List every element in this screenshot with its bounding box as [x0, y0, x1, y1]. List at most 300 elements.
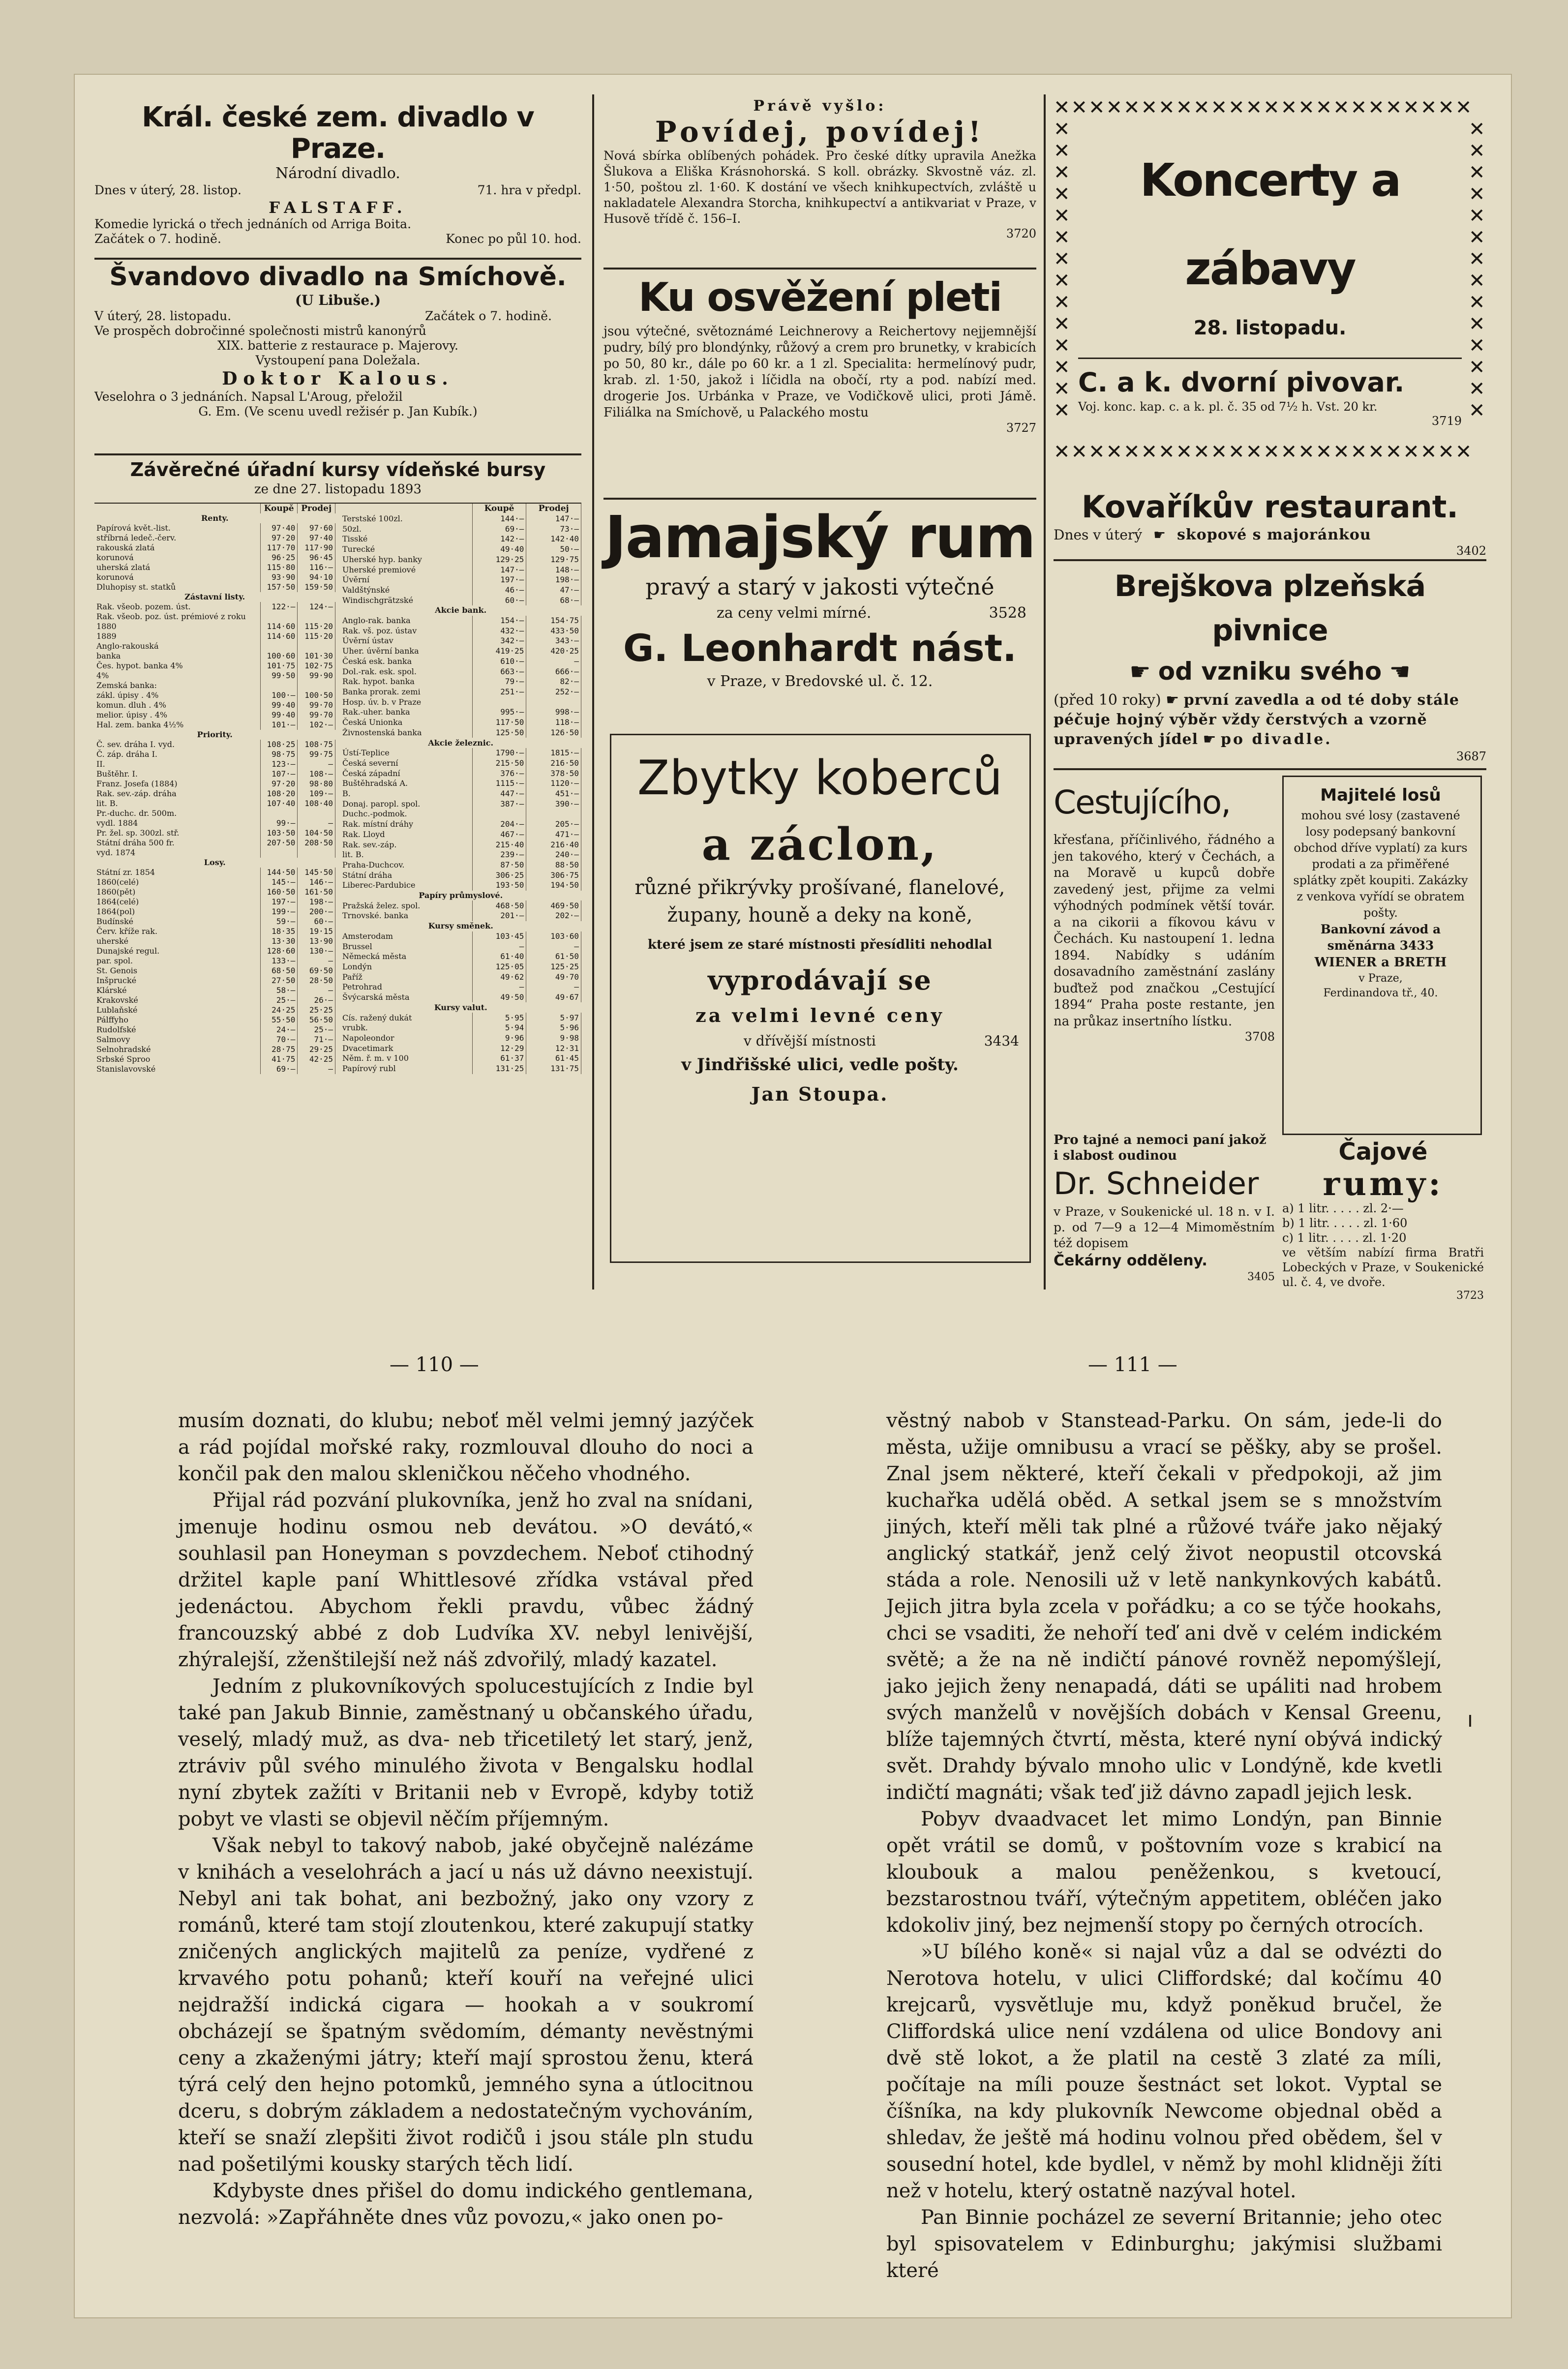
povidej-title: Povídej, povídej!: [655, 115, 985, 149]
table-cell-name: Rak. Lloyd: [340, 830, 472, 840]
table-cell-sell: 29·25: [298, 1045, 335, 1054]
theatre-subtitle: Národní divadlo.: [275, 165, 400, 182]
table-header-cell: [340, 504, 472, 514]
theatre-description: Komedie lyrická o třech jednáních od Arriga Boita.: [94, 217, 412, 231]
table-cell-name: B.: [340, 789, 472, 799]
table-row: [340, 962, 581, 972]
table-cell-sell: 25·—: [298, 1025, 335, 1035]
table-row: [340, 666, 581, 677]
table-cell-sell: 25·25: [298, 1005, 335, 1015]
kovarik-number: 3402: [1456, 544, 1486, 558]
table-cell-buy: 93·90: [260, 572, 297, 582]
table-row: [94, 1005, 335, 1015]
table-row: [94, 1054, 335, 1064]
table-cell-sell: [526, 809, 581, 819]
table-cell-sell: 154·75: [526, 616, 581, 626]
cestujici-number: 3708: [1244, 1030, 1275, 1044]
table-cell-sell: [298, 681, 335, 690]
table-cell-name: 4%: [94, 671, 260, 681]
table-cell-buy: 147·—: [472, 565, 526, 575]
table-cell-buy: 207·50: [260, 838, 297, 848]
table-cell-sell: —: [526, 657, 581, 667]
table-cell-name: Duchc.-podmok.: [340, 809, 472, 819]
table-cell-name: Č. záp. dráha I.: [94, 750, 260, 759]
table-cell-sell: 125·25: [526, 962, 581, 972]
table-cell-name: Buštěhr. I.: [94, 769, 260, 779]
table-cell-buy: 18·35: [260, 927, 297, 936]
table-cell-name: Ústí-Teplice: [340, 748, 472, 758]
table-cell-name: vrubk.: [340, 1023, 472, 1033]
table-cell-sell: 104·50: [298, 828, 335, 838]
table-cell-buy: 117·50: [472, 718, 526, 728]
table-cell-buy: [260, 681, 297, 690]
table-row: [94, 799, 335, 809]
table-cell-sell: 131·75: [526, 1064, 581, 1074]
table-row: [340, 860, 581, 870]
table-row: [340, 555, 581, 565]
table-cell-name: Valdštýnské: [340, 585, 472, 596]
table-cell-buy: 131·25: [472, 1064, 526, 1074]
table-section-heading: Losy.: [204, 858, 226, 867]
table-cell-buy: 49·50: [472, 992, 526, 1003]
table-row: [340, 931, 581, 942]
table-row: [340, 809, 581, 819]
table-cell-name: Německá města: [340, 952, 472, 962]
svandovo-start: Začátek o 7. hodině.: [425, 309, 552, 323]
table-cell-buy: 25·—: [260, 995, 297, 1005]
table-cell-name: Paříž: [340, 972, 472, 982]
table-row: [340, 900, 581, 911]
table-cell-buy: 101·—: [260, 720, 297, 730]
paragraph: Však nebyl to takový nabob, jaké obyčejně nalézáme v knihách a veselohrách a jací u nás už dávno neexistují. Nebyl ani tak bohat, ani bezbožný, jako ony vzory z románů, které tam stojí zloutenkou, které zakupují statky zničených anglických majitelů za peníze, vydřené z krvavého potu pohanů; kteří kouří na veřejné ulici nejdražší indická cigara — hookah a v soukromí obcházejí se špatným svědomím, démanty nevěstnými ceny a zkaženými játry; kteří mají sprostou ženu, která týrá celý den hejno potomků, jemného syna a útlocitnou dceru, s dobrým základem a nedostatečným vychováním, kteří se snaží zlepšiti život rodičů i jsou stále pln studu nad pošetilými kousky starých těch lidí.: [178, 1834, 754, 2176]
table-cell-buy: 101·75: [260, 661, 297, 671]
table-cell-name: Uherské hyp. banky: [340, 555, 472, 565]
svandovo-line1: Ve prospěch dobročinné společnosti mistrů kanonýrů: [94, 324, 426, 338]
table-cell-sell: 115·20: [298, 622, 335, 631]
table-cell-name: Rak. všeob. pozem. úst.: [94, 602, 260, 612]
table-cell-buy: 108·25: [260, 740, 297, 750]
table-cell-name: Stanislavovské: [94, 1064, 260, 1074]
table-row: [340, 1043, 581, 1053]
table-row: [94, 750, 335, 759]
table-cell-buy: 99·40: [260, 700, 297, 710]
table-cell-buy: 114·60: [260, 622, 297, 631]
pleti-number: 3727: [1006, 421, 1036, 435]
table-cell-buy: 122·—: [260, 602, 297, 612]
table-row: [94, 759, 335, 769]
table-cell-sell: [298, 641, 335, 651]
table-row: [94, 572, 335, 582]
caj-text: ve větším nabízí firma Bratři Lobeckých v Praze, v Soukenické ul. č. 4, ve dvoře.: [1282, 1246, 1484, 1289]
table-cell-name: Něm. ř. m. v 100: [340, 1053, 472, 1064]
table-cell-buy: [260, 612, 297, 622]
table-cell-name: Selnohradské: [94, 1045, 260, 1054]
table-cell-name: Budínské: [94, 917, 260, 927]
table-cell-buy: 115·80: [260, 563, 297, 572]
table-cell-name: Česká Unionka: [340, 718, 472, 728]
table-cell-buy: 663·—: [472, 666, 526, 677]
koncerty-venue: C. a k. dvorní pivovar.: [1078, 367, 1405, 398]
table-cell-sell: 159·50: [298, 582, 335, 592]
table-cell-name: Pražská želez. spol.: [340, 900, 472, 911]
table-row: [340, 819, 581, 830]
table-row: [94, 897, 335, 907]
table-cell-buy: [260, 848, 297, 858]
table-row: [94, 612, 335, 622]
table-cell-sell: 124·—: [298, 602, 335, 612]
table-row: [94, 582, 335, 592]
table-cell-sell: 94·10: [298, 572, 335, 582]
losy-address: v Praze,: [1358, 972, 1403, 985]
table-cell-sell: 118·—: [526, 718, 581, 728]
table-cell-sell: 56·50: [298, 1015, 335, 1025]
table-cell-name: Brussel: [340, 941, 472, 952]
table-cell-name: Státní zr. 1854: [94, 868, 260, 877]
table-section-heading: Akcie železnic.: [428, 738, 494, 748]
koberce-ad: [621, 741, 1019, 1258]
table-cell-name: Donaj. paropl. spol.: [340, 799, 472, 809]
table-row: [94, 966, 335, 976]
table-cell-sell: 68·—: [526, 595, 581, 605]
svandovo-notice: [94, 262, 581, 478]
plzen-ad: [1054, 564, 1486, 766]
table-cell-sell: 5·97: [526, 1013, 581, 1023]
table-cell-buy: 46·—: [472, 585, 526, 596]
table-row: [94, 946, 335, 956]
table-cell-name: Praha-Duchcov.: [340, 860, 472, 870]
table-cell-buy: 145·—: [260, 877, 297, 887]
table-cell-name: Česká esk. banka: [340, 657, 472, 667]
table-cell-sell: 433·50: [526, 626, 581, 636]
table-cell-buy: 61·40: [472, 952, 526, 962]
table-row: [94, 740, 335, 750]
table-cell-name: Rak. sev.-záp.: [340, 840, 472, 850]
table-row: [340, 911, 581, 921]
plzen-text3: po divadle.: [1221, 731, 1332, 748]
table-cell-buy: [260, 641, 297, 651]
koberce-number: 3434: [984, 1033, 1019, 1049]
table-row: [340, 941, 581, 952]
table-cell-buy: 98·75: [260, 750, 297, 759]
table-cell-name: Lublaňské: [94, 1005, 260, 1015]
koncerty-title: Koncerty a zábavy: [1140, 154, 1400, 295]
table-cell-name: 1860(pět): [94, 887, 260, 897]
table-cell-name: Dunajské regul.: [94, 946, 260, 956]
losy-firm: WIENER a BRETH: [1314, 955, 1447, 970]
table-cell-buy: 58·—: [260, 986, 297, 995]
table-cell-name: Uher. úvěrní banka: [340, 646, 472, 657]
table-row: [94, 563, 335, 572]
table-cell-name: korunová: [94, 572, 260, 582]
table-cell-buy: 432·—: [472, 626, 526, 636]
table-cell-name: Papírový rubl: [340, 1064, 472, 1074]
table-row: [94, 877, 335, 887]
table-cell-name: 1864(pol): [94, 907, 260, 917]
rum-firm: G. Leonhardt nást.: [623, 626, 1017, 670]
table-cell-buy: 99·50: [260, 671, 297, 681]
divider: [603, 268, 1036, 270]
bourse-section: [94, 458, 581, 1265]
table-cell-buy: 376·—: [472, 768, 526, 779]
table-cell-sell: 198·—: [298, 897, 335, 907]
svandovo-title: Švandovo divadlo na Smíchově.: [109, 262, 567, 292]
koncerty-line: Voj. konc. kap. c. a k. pl. č. 35 od 7½ h. Vst. 20 kr.: [1078, 400, 1378, 414]
border-ornament: ✕✕✕✕✕✕✕✕✕✕✕✕✕✕: [1469, 118, 1486, 422]
bourse-date: ze dne 27. listopadu 1893: [254, 482, 422, 497]
table-row: [340, 972, 581, 982]
table-cell-buy: 1115·—: [472, 779, 526, 789]
theatre-start: Začátek o 7. hodině.: [94, 232, 221, 246]
table-row: [94, 592, 335, 602]
table-cell-name: Státní dráha: [340, 870, 472, 880]
table-cell-buy: 97·20: [260, 533, 297, 543]
table-cell-name: Buštěhradská A.: [340, 779, 472, 789]
table-cell-sell: 82·—: [526, 677, 581, 687]
svandovo-subtitle: (U Libuše.): [295, 292, 381, 308]
table-cell-sell: —: [298, 818, 335, 828]
divider: [94, 453, 581, 455]
koberce-name: Jan Stoupa.: [751, 1083, 889, 1105]
table-row: [94, 789, 335, 799]
table-cell-buy: 610·—: [472, 657, 526, 667]
table-row: [340, 982, 581, 992]
table-cell-buy: 99·—: [260, 818, 297, 828]
cestujici-title: Cestujícího,: [1054, 783, 1231, 821]
table-cell-name: Rudolfské: [94, 1025, 260, 1035]
paragraph: Kdybyste dnes přišel do domu indického gentlemana, nezvolá: »Zapřáhněte dnes vůz povozu,« jako onen po-: [178, 2180, 754, 2229]
table-cell-sell: 390·—: [526, 799, 581, 809]
table-cell-sell: 69·50: [298, 966, 335, 976]
svandovo-play: Doktor Kalous.: [222, 368, 454, 389]
table-cell-name: Turecké: [340, 544, 472, 555]
table-cell-name: Napoleondor: [340, 1033, 472, 1044]
table-cell-buy: —: [472, 941, 526, 952]
table-cell-sell: 102·—: [298, 720, 335, 730]
table-cell-name: Hal. zem. banka 4½%: [94, 720, 260, 730]
table-row: [94, 936, 335, 946]
table-cell-name: Rak.-uher. banka: [340, 707, 472, 718]
table-header-cell: Prodej: [298, 504, 335, 513]
koncerty-number: 3719: [1431, 414, 1462, 428]
table-cell-name: Úvěrní: [340, 575, 472, 585]
table-row: [94, 818, 335, 828]
table-cell-sell: 117·90: [298, 543, 335, 553]
table-cell-name: Úvěrní ústav: [340, 636, 472, 646]
bourse-table-right: [340, 504, 581, 1074]
table-cell-buy: 24·—: [260, 1025, 297, 1035]
article-right-column: [886, 1408, 1442, 2288]
table-cell-sell: 198·—: [526, 575, 581, 585]
table-row: [94, 730, 335, 740]
table-cell-sell: 1120·—: [526, 779, 581, 789]
table-row: [340, 1023, 581, 1033]
table-cell-name: Terstské 100zl.: [340, 514, 472, 524]
table-cell-sell: 194·50: [526, 880, 581, 891]
table-row: [340, 534, 581, 544]
table-section-heading: Akcie bank.: [435, 605, 487, 615]
table-row: [94, 553, 335, 563]
table-cell-sell: 116·—: [298, 563, 335, 572]
koberce-title2: a záclon,: [701, 818, 938, 870]
table-cell-name: 1860(celé): [94, 877, 260, 887]
table-cell-name: Dvacetimark: [340, 1043, 472, 1053]
table-cell-buy: 55·50: [260, 1015, 297, 1025]
paragraph: Jedním z plukovníkových spolucestujících z Indie byl také pan Jakub Binnie, zaměstnaný u občanského úřadu, veselý, mladý muž, as dva- neb třicetiletý let starý, jenž, ztráviv půl svého minulého života v Bengalsku hodlal nyní zbytek zažíti v Britanii neb v Evropě, kdyby totiž pobyt ve vlasti se objevil něčím příjemným.: [178, 1675, 754, 1830]
table-cell-buy: 79·—: [472, 677, 526, 687]
caj-title: Čajové: [1338, 1138, 1428, 1166]
schneider-top: Pro tajné a nemoci paní jakož i slabost oudinou: [1054, 1133, 1266, 1163]
column-rule: [1044, 94, 1046, 1289]
table-cell-name: Rak. vš. poz. ústav: [340, 626, 472, 636]
table-section-heading: Kursy valut.: [434, 1002, 487, 1012]
table-cell-sell: 60·—: [298, 917, 335, 927]
pointing-hand-icon: ☚: [1389, 658, 1411, 686]
table-cell-sell: 50·—: [526, 544, 581, 555]
koberce-title1: Zbytky koberců: [637, 750, 1003, 806]
table-cell-name: Tisské: [340, 534, 472, 544]
table-cell-sell: 12·31: [526, 1043, 581, 1053]
koberce-line3: vyprodávají se: [708, 964, 932, 996]
table-row: [94, 700, 335, 710]
rum-title: Jamajský rum: [604, 503, 1035, 571]
table-row: [94, 543, 335, 553]
table-row: [340, 799, 581, 809]
table-row: [94, 838, 335, 848]
table-cell-sell: —: [298, 956, 335, 966]
table-cell-sell: 1815·—: [526, 748, 581, 758]
table-row: [94, 1035, 335, 1045]
table-cell-name: St. Genois: [94, 966, 260, 976]
table-row: [94, 976, 335, 986]
table-cell-buy: 69·—: [260, 1064, 297, 1074]
cestujici-text: křesťana, příčinlivého, řádného a jen takového, který v Čechách, a na Moravě u kupců dobře zavedený jest, přijme za velmi výhodných podmínek větší továr. a na cikorii a fíkovou kávu v Čechách. Ku nastoupení 1. ledna 1894. Nabídky s udáním dosavadního zaměstnání zaslány buďtež pod značkou „Cestující 1894“ Praha poste restante, jen na průkaz insertního lístku.: [1054, 833, 1275, 1029]
table-cell-buy: 142·—: [472, 534, 526, 544]
table-cell-name: Klárské: [94, 986, 260, 995]
table-cell-name: Petrohrad: [340, 982, 472, 992]
table-row: [94, 690, 335, 700]
table-row: [340, 952, 581, 962]
table-cell-sell: 240·—: [526, 850, 581, 860]
table-cell-name: Anglo-rak. banka: [340, 616, 472, 626]
table-cell-buy: —: [472, 982, 526, 992]
table-cell-name: Rak. místní dráhy: [340, 819, 472, 830]
table-row: [340, 565, 581, 575]
table-cell-name: 1880: [94, 622, 260, 631]
table-cell-buy: 133·—: [260, 956, 297, 966]
table-cell-buy: 103·45: [472, 931, 526, 942]
table-cell-name: melior. úpisy . 4%: [94, 710, 260, 720]
table-cell-name: vyd. 1874: [94, 848, 260, 858]
table-cell-buy: 468·50: [472, 900, 526, 911]
table-row: [340, 585, 581, 596]
table-cell-sell: 100·50: [298, 690, 335, 700]
table-cell-sell: 202·—: [526, 911, 581, 921]
theatre-date: Dnes v úterý, 28. listop.: [94, 183, 241, 197]
table-header-row: [94, 504, 335, 513]
table-row: [94, 641, 335, 651]
table-cell-name: Srbské Sproo: [94, 1054, 260, 1064]
table-header-cell: [94, 504, 260, 513]
table-cell-sell: 142·40: [526, 534, 581, 544]
table-row: [94, 1015, 335, 1025]
column-rule: [592, 94, 594, 1289]
table-row: [94, 1025, 335, 1035]
table-cell-buy: 69·—: [472, 524, 526, 534]
table-cell-sell: 61·45: [526, 1053, 581, 1064]
table-cell-sell: 666·—: [526, 666, 581, 677]
table-cell-sell: 28·50: [298, 976, 335, 986]
table-cell-buy: 27·50: [260, 976, 297, 986]
table-cell-buy: 125·50: [472, 727, 526, 738]
table-row: [94, 710, 335, 720]
kovarik-line: Dnes v úterý: [1054, 527, 1143, 543]
table-cell-name: zákl. úpisy . 4%: [94, 690, 260, 700]
table-cell-name: par. spol.: [94, 956, 260, 966]
table-cell-sell: 19·15: [298, 927, 335, 936]
table-row: [94, 828, 335, 838]
theatre-title: Král. české zem. divadlo v Praze.: [142, 101, 534, 165]
table-cell-buy: 144·—: [472, 514, 526, 524]
table-cell-buy: 197·—: [260, 897, 297, 907]
table-row: [340, 758, 581, 769]
pointing-hand-icon: ☛: [1153, 527, 1166, 543]
table-cell-sell: 49·67: [526, 992, 581, 1003]
table-cell-name: Inšprucké: [94, 976, 260, 986]
table-row: [340, 830, 581, 840]
border-ornament: ✕✕✕✕✕✕✕✕✕✕✕✕✕✕: [1054, 118, 1071, 422]
table-cell-sell: 26·—: [298, 995, 335, 1005]
table-cell-buy: 215·50: [472, 758, 526, 769]
table-row: [340, 992, 581, 1003]
table-cell-buy: 114·60: [260, 631, 297, 641]
table-cell-sell: 42·25: [298, 1054, 335, 1064]
article-left-column: [178, 1408, 754, 2288]
table-row: [340, 727, 581, 738]
bourse-table-left: [94, 504, 335, 1074]
table-cell-buy: 99·40: [260, 710, 297, 720]
table-cell-name: Rak. sev.-záp. dráha: [94, 789, 260, 799]
table-section-heading: Renty.: [201, 513, 229, 523]
pointing-hand-icon: ☛: [1203, 731, 1216, 748]
table-cell-sell: —: [526, 941, 581, 952]
plzen-title: Brejškova plzeňská pivnice: [1114, 569, 1426, 648]
table-cell-sell: [298, 848, 335, 858]
pointing-hand-icon: ☛: [1166, 691, 1179, 709]
table-cell-sell: 252·—: [526, 687, 581, 697]
schneider-ad: [1054, 1132, 1275, 1283]
table-row: [340, 718, 581, 728]
table-cell-name: Banka prorak. zemi: [340, 687, 472, 697]
theatre-subscription: 71. hra v předpl.: [477, 183, 581, 197]
table-cell-buy: 5·94: [472, 1023, 526, 1033]
table-cell-buy: 49·62: [472, 972, 526, 982]
table-cell-name: 50zl.: [340, 524, 472, 534]
table-cell-sell: 469·50: [526, 900, 581, 911]
table-cell-sell: 148·—: [526, 565, 581, 575]
table-cell-name: komun. dluh . 4%: [94, 700, 260, 710]
table-row: [340, 1013, 581, 1023]
paragraph: Pan Binnie pocházel ze severní Britannie; jeho otec byl spisovatelem v Edinburghu; jakýmisi službami které: [886, 2206, 1442, 2282]
table-cell-name: rakouská zlatá: [94, 543, 260, 553]
table-row: [340, 779, 581, 789]
table-cell-sell: 471·—: [526, 830, 581, 840]
table-cell-buy: 41·75: [260, 1054, 297, 1064]
table-row: [340, 677, 581, 687]
page-number-right: — 111 —: [1088, 1353, 1177, 1376]
table-row: [340, 575, 581, 585]
table-cell-name: 1864(celé): [94, 897, 260, 907]
table-row: [94, 622, 335, 631]
